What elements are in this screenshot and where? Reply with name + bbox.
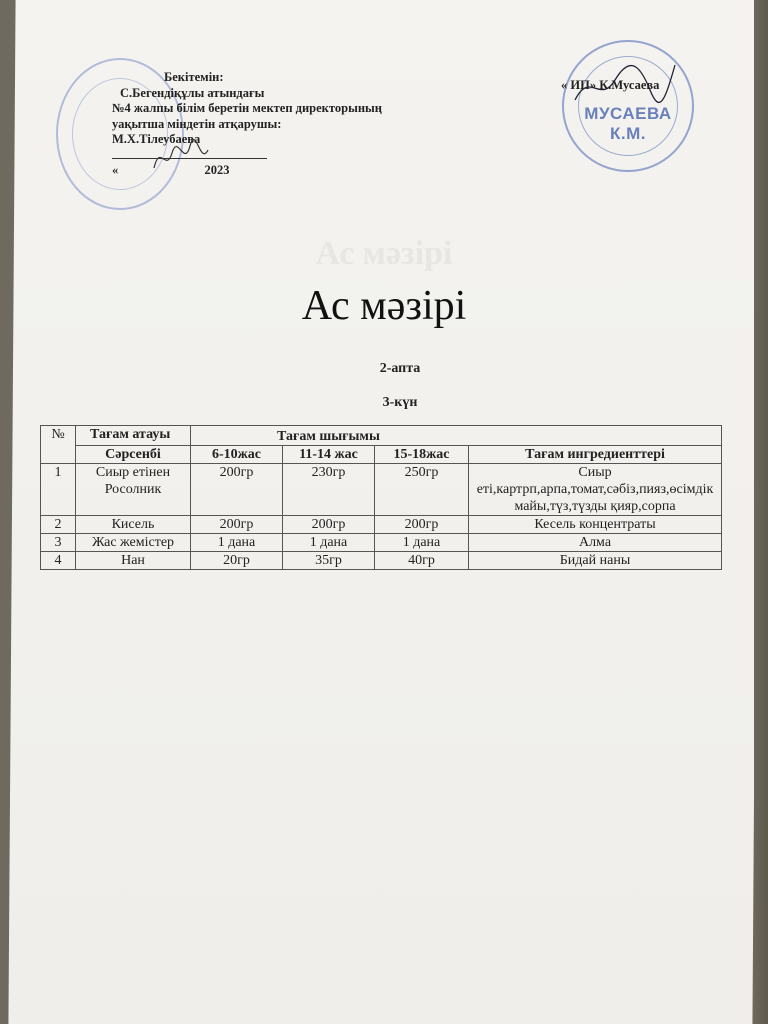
header-no: № [41,426,76,464]
row-name: Нан [76,552,191,570]
row-name: Жас жемістер [76,534,191,552]
ip-seal-text: МУСАЕВА К.М. [584,104,672,143]
row-ingredients: Кесель концентраты [469,516,722,534]
approval-heading: Бекітемін: [164,70,224,84]
row-portion-1: 1 дана [191,534,283,552]
age-3-header: 15-18жас [375,446,469,464]
ingredients-header: Тағам ингредиенттері [469,446,722,464]
menu-table [40,425,722,570]
approval-line-1: С.Бегендіқұлы атындағы [120,85,265,100]
age-1-header: 6-10жас [191,446,283,464]
row-portion-3: 250гр [375,464,469,516]
table-subheader-row [41,446,722,464]
date-year: 2023 [204,163,230,177]
row-portion-1: 200гр [191,464,283,516]
row-portion-1: 20гр [191,552,283,570]
table-row [41,534,722,552]
age-2-header: 11-14 жас [283,446,375,464]
row-ingredients: Бидай наны [469,552,722,570]
row-portion-2: 1 дана [283,534,375,552]
row-portion-3: 40гр [375,552,469,570]
director-signature [150,138,210,178]
ip-signature [570,60,680,110]
approval-line-2: №4 жалпы білім беретін мектеп директорының [112,101,382,115]
row-no: 1 [41,464,76,516]
row-ingredients: Алма [469,534,722,552]
row-portion-3: 200гр [375,516,469,534]
row-ingredients: Сиыр еті,картрп,арпа,томат,сәбіз,пияз,өсімдік майы,түз,түзды қияр,сорпа [469,464,722,516]
row-portion-2: 35гр [283,552,375,570]
day-label: 3-күн [382,395,418,410]
row-portion-2: 230гр [283,464,375,516]
table-header-row [41,426,722,446]
approval-line-4: М.Х.Тілеубаева [112,132,201,146]
weekday-cell: Сәрсенбі [76,446,191,464]
table-row [41,464,722,516]
row-portion-2: 200гр [283,516,375,534]
approval-line-3: уақытша міндетін атқарушы: [112,116,282,131]
background-edge [754,0,768,1024]
header-name: Тағам атауы [76,426,191,446]
row-no: 3 [41,534,76,552]
row-no: 2 [41,516,76,534]
header-output: Тағам шығымы [191,426,722,446]
table-row [41,516,722,534]
row-no: 4 [41,552,76,570]
ip-label: « ИП» К.Мусаева [561,78,660,92]
show-through-title: Ас мәзірі [315,235,453,272]
date-quote: « [112,163,119,177]
row-name: Сиыр етінен Росолник [76,464,191,516]
row-portion-1: 200гр [191,516,283,534]
page-title: Ас мәзірі [301,283,467,329]
table-row [41,552,722,570]
row-portion-3: 1 дана [375,534,469,552]
row-name: Кисель [76,516,191,534]
week-label: 2-апта [379,361,421,376]
